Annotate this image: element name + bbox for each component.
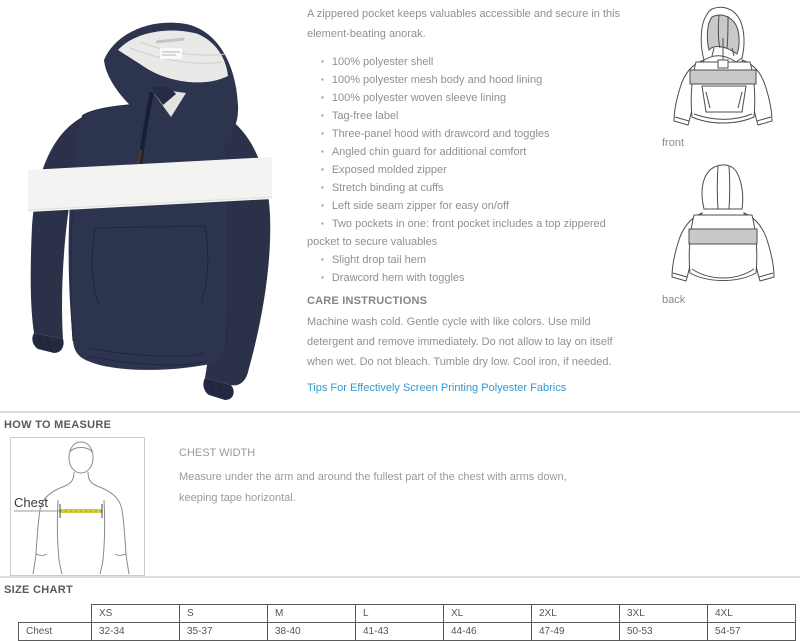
bullet-icon: ▪ bbox=[321, 111, 324, 120]
size-chart-corner-cell bbox=[19, 605, 92, 623]
how-to-measure-heading: HOW TO MEASURE bbox=[4, 419, 112, 431]
size-column-header: 4XL bbox=[708, 605, 796, 623]
bullet-icon: ▪ bbox=[321, 129, 324, 138]
size-chart-table bbox=[18, 604, 796, 641]
chest-label: Chest bbox=[14, 495, 48, 510]
care-instructions-heading: CARE INSTRUCTIONS bbox=[307, 295, 428, 307]
product-photo bbox=[0, 0, 300, 410]
size-value: 50-53 bbox=[620, 623, 708, 641]
back-view-diagram bbox=[656, 161, 782, 291]
bullet-icon: ▪ bbox=[321, 219, 324, 228]
size-column-header: XL bbox=[444, 605, 532, 623]
bullet-icon: ▪ bbox=[321, 75, 324, 84]
size-value: 54-57 bbox=[708, 623, 796, 641]
front-view-diagram bbox=[656, 4, 782, 134]
product-description bbox=[307, 4, 622, 395]
feature-item: ▪ Left side seam zipper for easy on/off bbox=[321, 200, 509, 212]
feature-item: ▪ 100% polyester woven sleeve lining bbox=[321, 92, 507, 104]
garment-diagrams bbox=[656, 4, 796, 312]
bullet-icon: ▪ bbox=[321, 57, 324, 66]
back-view-label: back bbox=[662, 294, 686, 306]
size-column-header: S bbox=[180, 605, 268, 623]
chest-width-text: Measure under the arm and around the fullest part of the chest with arms down, keeping tape horizontal. bbox=[179, 471, 567, 504]
care-instructions-text: Machine wash cold. Gentle cycle with like colors. Use mild detergent and remove immediately. Do not allow to lay on itself when wet. Do not bleach. Tumble dry low. Cool iron, if needed. bbox=[307, 316, 613, 368]
feature-item: ▪ Three-panel hood with drawcord and toggles bbox=[321, 128, 550, 140]
size-value: 32-34 bbox=[92, 623, 180, 641]
feature-item: ▪ 100% polyester shell bbox=[321, 56, 434, 68]
chest-width-instructions bbox=[179, 445, 599, 509]
size-column-header: M bbox=[268, 605, 356, 623]
size-chart-heading: SIZE CHART bbox=[4, 584, 73, 596]
product-intro: A zippered pocket keeps valuables accessible and secure in this element-beating anorak. bbox=[307, 8, 621, 40]
feature-item: ▪ Tag-free label bbox=[321, 110, 399, 122]
front-view-label: front bbox=[662, 137, 685, 149]
bullet-icon: ▪ bbox=[321, 201, 324, 210]
section-divider bbox=[0, 411, 800, 413]
bullet-icon: ▪ bbox=[321, 165, 324, 174]
size-row-label: Chest bbox=[19, 623, 92, 641]
measure-diagram-box bbox=[10, 437, 145, 576]
chest-measure-figure bbox=[11, 438, 144, 575]
bullet-icon: ▪ bbox=[321, 93, 324, 102]
feature-item: ▪ Drawcord hem with toggles bbox=[321, 272, 465, 284]
size-column-header: L bbox=[356, 605, 444, 623]
bullet-icon: ▪ bbox=[321, 147, 324, 156]
size-value: 44-46 bbox=[444, 623, 532, 641]
size-value: 38-40 bbox=[268, 623, 356, 641]
bullet-icon: ▪ bbox=[321, 273, 324, 282]
section-divider bbox=[0, 576, 800, 578]
size-column-header: XS bbox=[92, 605, 180, 623]
feature-list bbox=[307, 53, 622, 287]
anorak-photo-illustration bbox=[0, 0, 300, 410]
feature-item: ▪ 100% polyester mesh body and hood lining bbox=[321, 74, 543, 86]
screen-printing-tips-link[interactable]: Tips For Effectively Screen Printing Polyester Fabrics bbox=[307, 382, 567, 394]
size-value: 35-37 bbox=[180, 623, 268, 641]
size-column-header: 3XL bbox=[620, 605, 708, 623]
size-chart-header-row bbox=[19, 605, 796, 623]
bullet-icon: ▪ bbox=[321, 255, 324, 264]
feature-item: ▪ Angled chin guard for additional comfort bbox=[321, 146, 527, 158]
feature-item: ▪ Two pockets in one: front pocket includes a top zippered pocket to secure valuables bbox=[307, 218, 606, 248]
size-chart-chest-row bbox=[19, 623, 796, 641]
size-column-header: 2XL bbox=[532, 605, 620, 623]
feature-item: ▪ Slight drop tail hem bbox=[321, 254, 427, 266]
feature-item: ▪ Stretch binding at cuffs bbox=[321, 182, 444, 194]
chest-width-title: CHEST WIDTH bbox=[179, 447, 256, 459]
size-value: 47-49 bbox=[532, 623, 620, 641]
bullet-icon: ▪ bbox=[321, 183, 324, 192]
size-value: 41-43 bbox=[356, 623, 444, 641]
feature-item: ▪ Exposed molded zipper bbox=[321, 164, 447, 176]
